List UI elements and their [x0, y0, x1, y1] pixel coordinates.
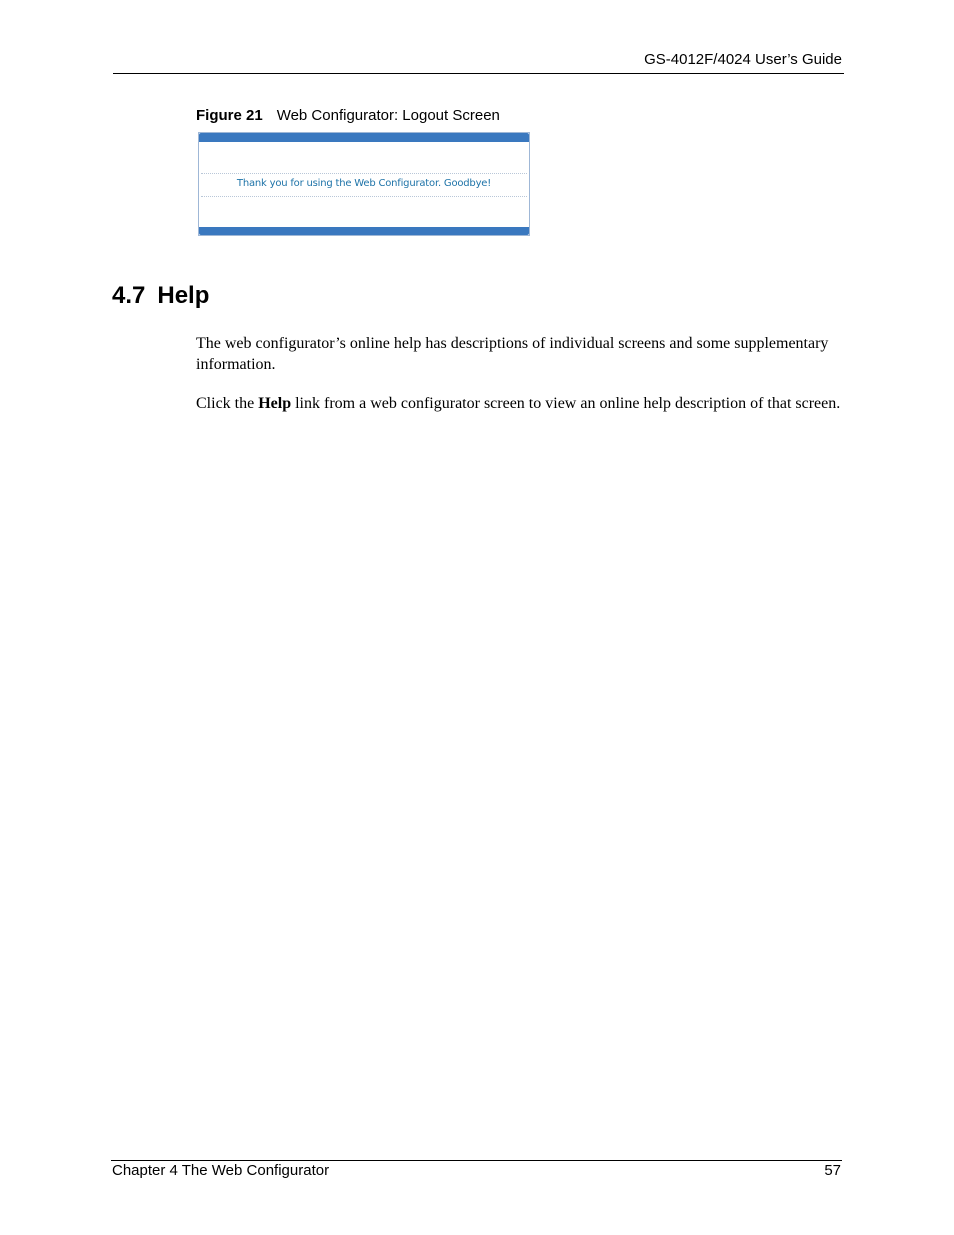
dotted-divider: [201, 196, 527, 197]
bottom-bar: [199, 227, 529, 235]
footer-rule: [111, 1160, 842, 1161]
figure-caption: [196, 107, 500, 124]
section-number: 4.7: [112, 282, 146, 309]
footer-chapter: Chapter 4 The Web Configurator: [112, 1162, 330, 1179]
figure-label: Figure 21: [196, 107, 263, 124]
logout-message: Thank you for using the Web Configurator. Goodbye!: [236, 178, 492, 189]
figure-title: Web Configurator: Logout Screen: [276, 107, 500, 124]
body-paragraph: [196, 394, 844, 415]
para-text: link from a web configurator screen to view an online help description of that screen.: [291, 395, 841, 412]
section-title: Help: [157, 282, 210, 309]
header-rule: [113, 73, 844, 74]
top-bar: [199, 133, 529, 142]
section-heading: [112, 282, 209, 310]
logout-screen-screenshot: [198, 132, 530, 236]
help-term: Help: [258, 395, 292, 412]
dotted-divider: [201, 173, 527, 174]
para-text: Click the: [196, 395, 259, 412]
running-header: GS-4012F/4024 User’s Guide: [644, 51, 842, 68]
page-number: 57: [824, 1162, 841, 1179]
body-paragraph: The web configurator’s online help has descriptions of individual screens and some supplementary information.: [196, 335, 829, 373]
